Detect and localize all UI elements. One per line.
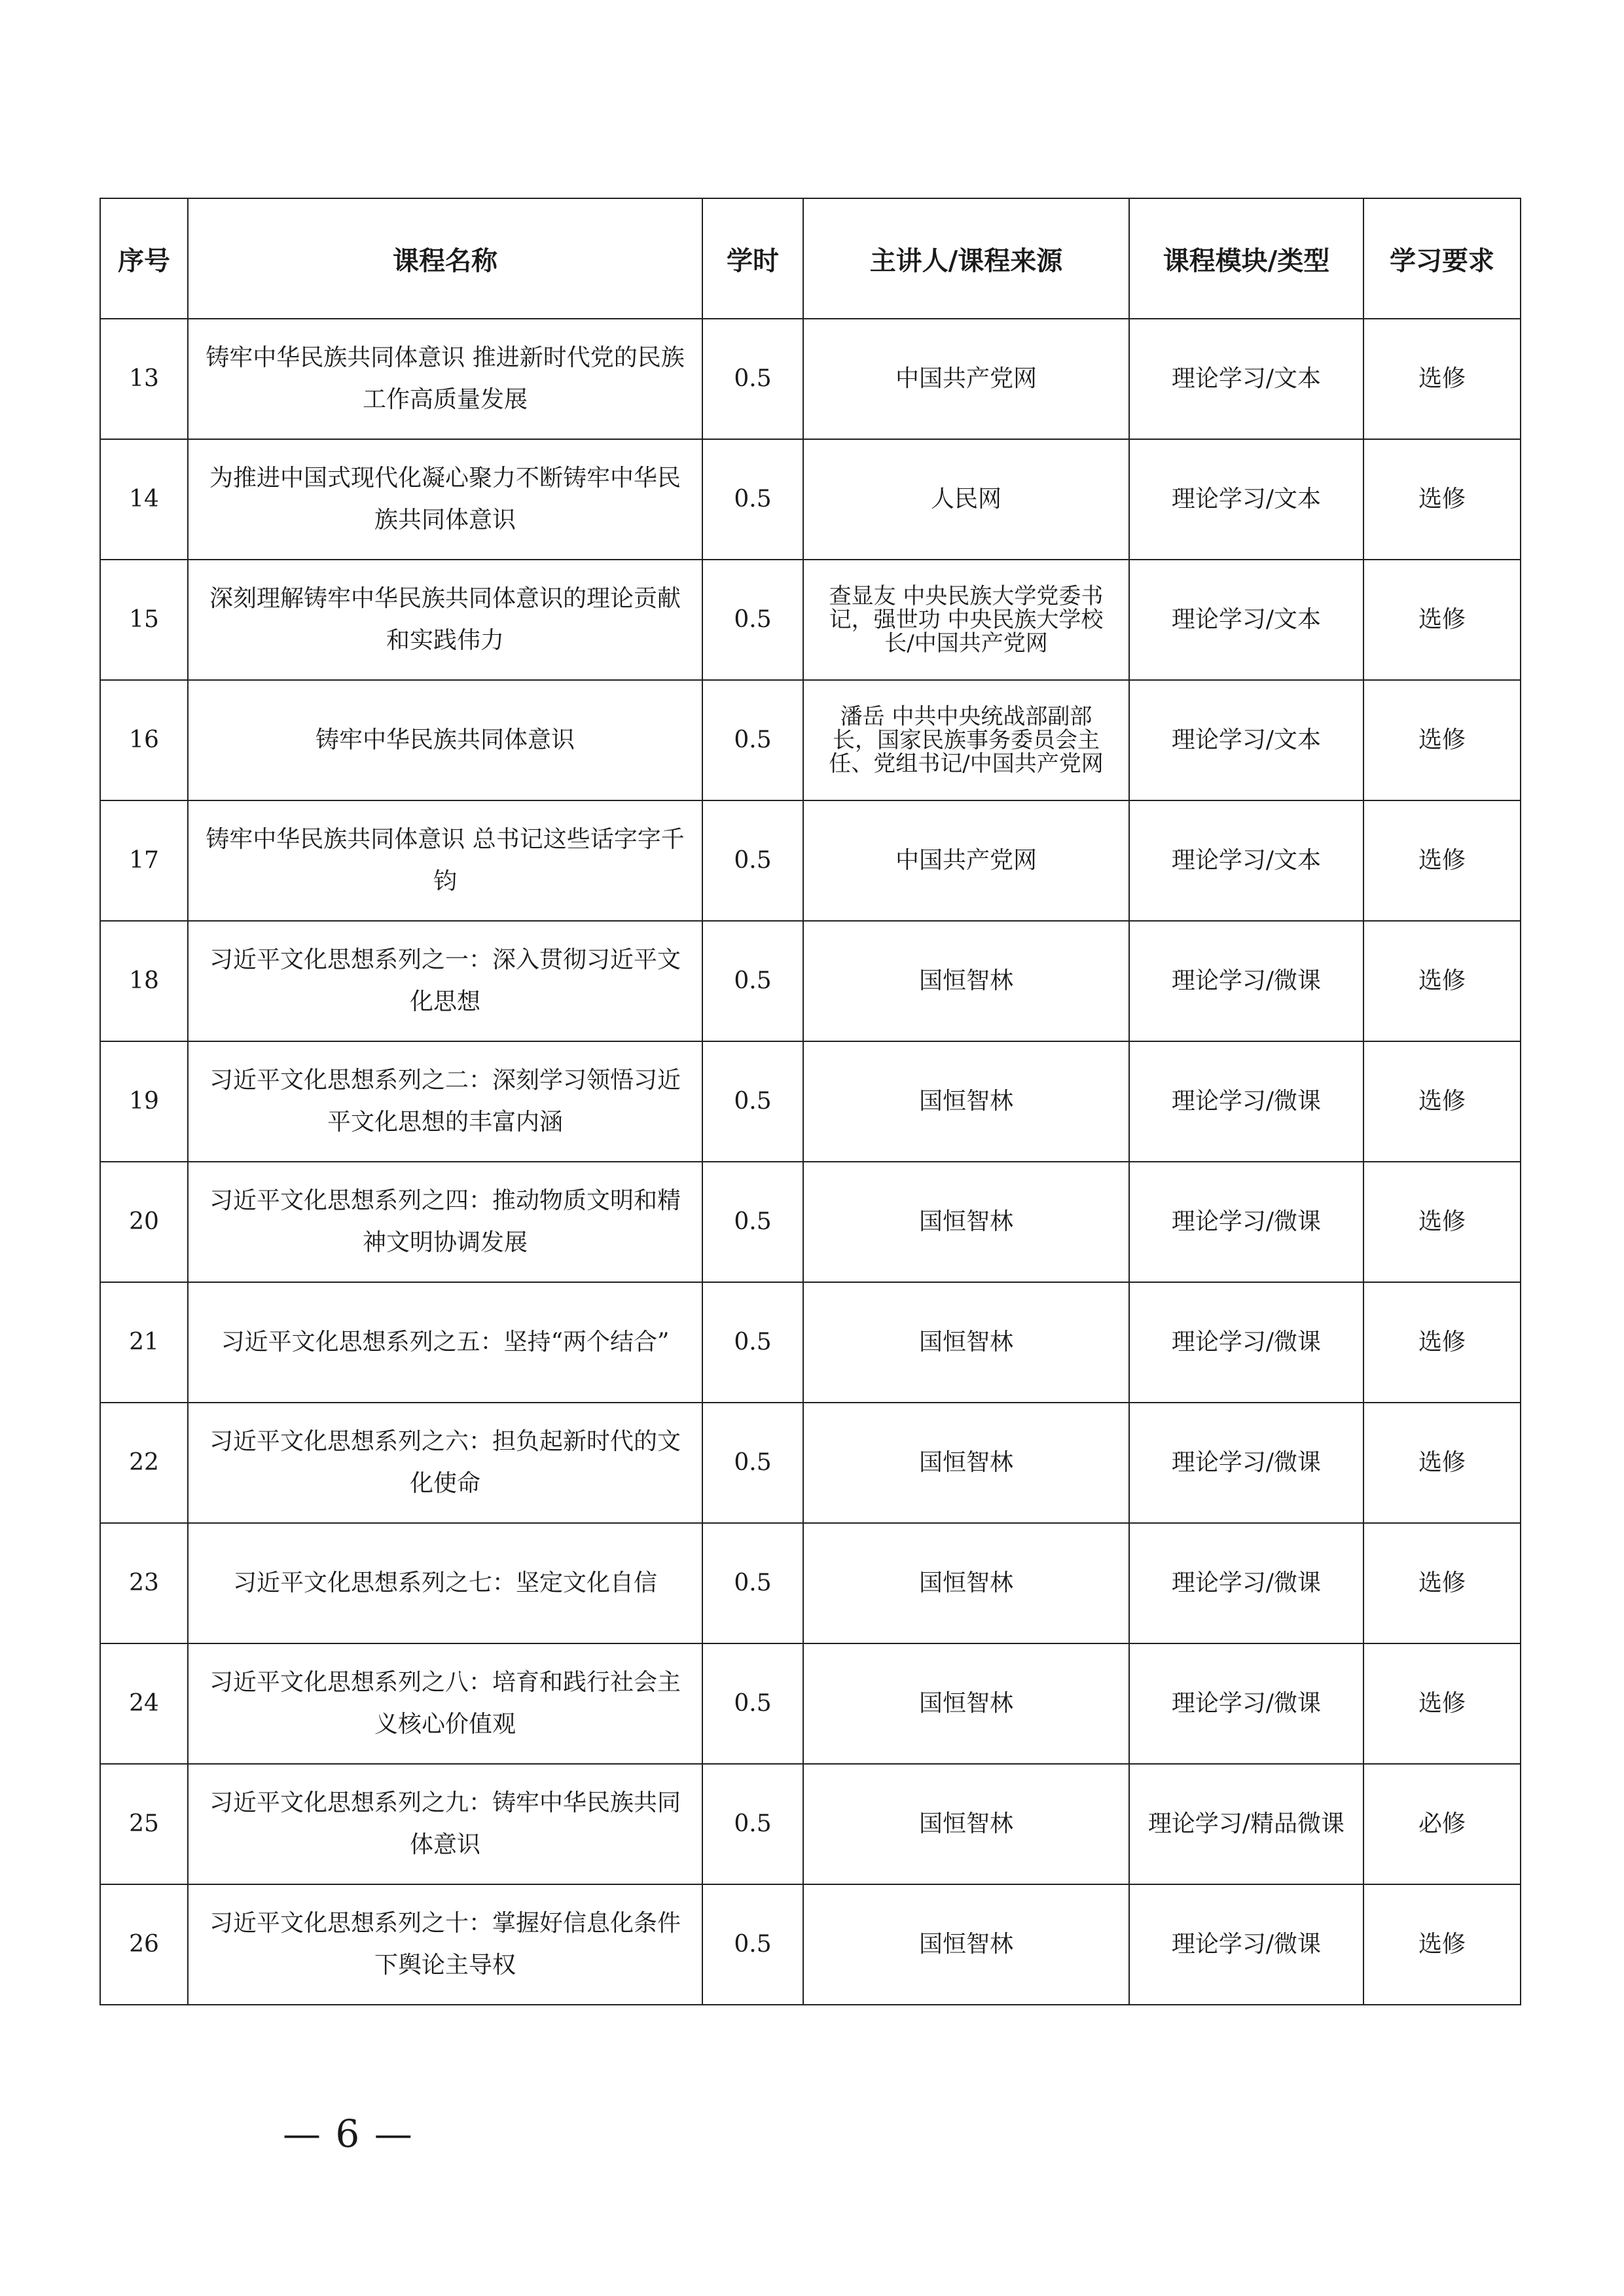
cell-index: 26 bbox=[100, 1884, 188, 2005]
cell-requirement: 选修 bbox=[1363, 1523, 1521, 1643]
cell-index: 21 bbox=[100, 1282, 188, 1403]
cell-index: 25 bbox=[100, 1764, 188, 1884]
cell-module: 理论学习/微课 bbox=[1129, 1884, 1363, 2005]
cell-module: 理论学习/文本 bbox=[1129, 560, 1363, 680]
cell-source: 国恒智林 bbox=[803, 1764, 1129, 1884]
cell-source: 中国共产党网 bbox=[803, 800, 1129, 921]
cell-index: 15 bbox=[100, 560, 188, 680]
cell-index: 23 bbox=[100, 1523, 188, 1643]
cell-requirement: 选修 bbox=[1363, 921, 1521, 1041]
table-row bbox=[100, 1764, 1521, 1884]
course-table bbox=[99, 198, 1521, 2005]
cell-course-name: 习近平文化思想系列之七：坚定文化自信 bbox=[188, 1523, 702, 1643]
cell-module: 理论学习/微课 bbox=[1129, 1403, 1363, 1523]
cell-source: 国恒智林 bbox=[803, 1403, 1129, 1523]
page-number: — 6 — bbox=[283, 2111, 414, 2156]
cell-module: 理论学习/文本 bbox=[1129, 680, 1363, 800]
cell-hours: 0.5 bbox=[702, 1282, 803, 1403]
cell-hours: 0.5 bbox=[702, 560, 803, 680]
cell-module: 理论学习/微课 bbox=[1129, 1162, 1363, 1282]
cell-course-name: 习近平文化思想系列之九：铸牢中华民族共同体意识 bbox=[188, 1764, 702, 1884]
cell-course-name: 习近平文化思想系列之二：深刻学习领悟习近平文化思想的丰富内涵 bbox=[188, 1041, 702, 1162]
cell-course-name: 习近平文化思想系列之十：掌握好信息化条件下舆论主导权 bbox=[188, 1884, 702, 2005]
cell-source: 潘岳 中共中央统战部副部长，国家民族事务委员会主任、党组书记/中国共产党网 bbox=[803, 680, 1129, 800]
table-row bbox=[100, 319, 1521, 439]
table-row bbox=[100, 1041, 1521, 1162]
table-row bbox=[100, 439, 1521, 560]
cell-course-name: 习近平文化思想系列之八：培育和践行社会主义核心价值观 bbox=[188, 1643, 702, 1764]
table-row bbox=[100, 1162, 1521, 1282]
cell-module: 理论学习/微课 bbox=[1129, 921, 1363, 1041]
cell-course-name: 铸牢中华民族共同体意识 推进新时代党的民族工作高质量发展 bbox=[188, 319, 702, 439]
cell-hours: 0.5 bbox=[702, 319, 803, 439]
cell-module: 理论学习/微课 bbox=[1129, 1643, 1363, 1764]
cell-course-name: 铸牢中华民族共同体意识 bbox=[188, 680, 702, 800]
table-row bbox=[100, 1403, 1521, 1523]
cell-source: 查显友 中央民族大学党委书记，强世功 中央民族大学校长/中国共产党网 bbox=[803, 560, 1129, 680]
cell-index: 17 bbox=[100, 800, 188, 921]
cell-requirement: 必修 bbox=[1363, 1764, 1521, 1884]
cell-index: 18 bbox=[100, 921, 188, 1041]
cell-hours: 0.5 bbox=[702, 1162, 803, 1282]
cell-source: 国恒智林 bbox=[803, 1643, 1129, 1764]
cell-source: 人民网 bbox=[803, 439, 1129, 560]
cell-hours: 0.5 bbox=[702, 1643, 803, 1764]
cell-source: 中国共产党网 bbox=[803, 319, 1129, 439]
cell-index: 14 bbox=[100, 439, 188, 560]
cell-source: 国恒智林 bbox=[803, 1282, 1129, 1403]
cell-module: 理论学习/精品微课 bbox=[1129, 1764, 1363, 1884]
table-row bbox=[100, 1884, 1521, 2005]
cell-requirement: 选修 bbox=[1363, 1041, 1521, 1162]
cell-requirement: 选修 bbox=[1363, 560, 1521, 680]
cell-hours: 0.5 bbox=[702, 921, 803, 1041]
cell-hours: 0.5 bbox=[702, 1884, 803, 2005]
cell-course-name: 习近平文化思想系列之五：坚持“两个结合” bbox=[188, 1282, 702, 1403]
cell-course-name: 深刻理解铸牢中华民族共同体意识的理论贡献和实践伟力 bbox=[188, 560, 702, 680]
table-row bbox=[100, 921, 1521, 1041]
cell-index: 16 bbox=[100, 680, 188, 800]
cell-course-name: 为推进中国式现代化凝心聚力不断铸牢中华民族共同体意识 bbox=[188, 439, 702, 560]
cell-requirement: 选修 bbox=[1363, 680, 1521, 800]
header-course-name: 课程名称 bbox=[188, 198, 702, 319]
cell-course-name: 习近平文化思想系列之四：推动物质文明和精神文明协调发展 bbox=[188, 1162, 702, 1282]
cell-requirement: 选修 bbox=[1363, 1884, 1521, 2005]
cell-requirement: 选修 bbox=[1363, 1282, 1521, 1403]
table-row bbox=[100, 1282, 1521, 1403]
table-row bbox=[100, 560, 1521, 680]
cell-source: 国恒智林 bbox=[803, 1041, 1129, 1162]
cell-requirement: 选修 bbox=[1363, 1403, 1521, 1523]
cell-hours: 0.5 bbox=[702, 1764, 803, 1884]
cell-hours: 0.5 bbox=[702, 439, 803, 560]
cell-index: 20 bbox=[100, 1162, 188, 1282]
header-module: 课程模块/类型 bbox=[1129, 198, 1363, 319]
cell-source: 国恒智林 bbox=[803, 1162, 1129, 1282]
header-requirement: 学习要求 bbox=[1363, 198, 1521, 319]
header-index: 序号 bbox=[100, 198, 188, 319]
cell-hours: 0.5 bbox=[702, 1041, 803, 1162]
cell-module: 理论学习/文本 bbox=[1129, 439, 1363, 560]
cell-index: 19 bbox=[100, 1041, 188, 1162]
cell-requirement: 选修 bbox=[1363, 1162, 1521, 1282]
cell-module: 理论学习/微课 bbox=[1129, 1282, 1363, 1403]
table-row bbox=[100, 800, 1521, 921]
table-header-row bbox=[100, 198, 1521, 319]
cell-course-name: 习近平文化思想系列之六：担负起新时代的文化使命 bbox=[188, 1403, 702, 1523]
cell-requirement: 选修 bbox=[1363, 800, 1521, 921]
cell-source: 国恒智林 bbox=[803, 1523, 1129, 1643]
cell-index: 24 bbox=[100, 1643, 188, 1764]
table-row bbox=[100, 1523, 1521, 1643]
cell-index: 22 bbox=[100, 1403, 188, 1523]
header-source: 主讲人/课程来源 bbox=[803, 198, 1129, 319]
cell-requirement: 选修 bbox=[1363, 439, 1521, 560]
cell-hours: 0.5 bbox=[702, 1523, 803, 1643]
cell-course-name: 习近平文化思想系列之一：深入贯彻习近平文化思想 bbox=[188, 921, 702, 1041]
header-hours: 学时 bbox=[702, 198, 803, 319]
cell-module: 理论学习/文本 bbox=[1129, 319, 1363, 439]
cell-source: 国恒智林 bbox=[803, 921, 1129, 1041]
cell-hours: 0.5 bbox=[702, 800, 803, 921]
cell-module: 理论学习/文本 bbox=[1129, 800, 1363, 921]
cell-module: 理论学习/微课 bbox=[1129, 1041, 1363, 1162]
table-row bbox=[100, 1643, 1521, 1764]
table-row bbox=[100, 680, 1521, 800]
cell-course-name: 铸牢中华民族共同体意识 总书记这些话字字千钧 bbox=[188, 800, 702, 921]
cell-requirement: 选修 bbox=[1363, 319, 1521, 439]
cell-hours: 0.5 bbox=[702, 680, 803, 800]
cell-module: 理论学习/微课 bbox=[1129, 1523, 1363, 1643]
cell-source: 国恒智林 bbox=[803, 1884, 1129, 2005]
cell-hours: 0.5 bbox=[702, 1403, 803, 1523]
cell-index: 13 bbox=[100, 319, 188, 439]
cell-requirement: 选修 bbox=[1363, 1643, 1521, 1764]
